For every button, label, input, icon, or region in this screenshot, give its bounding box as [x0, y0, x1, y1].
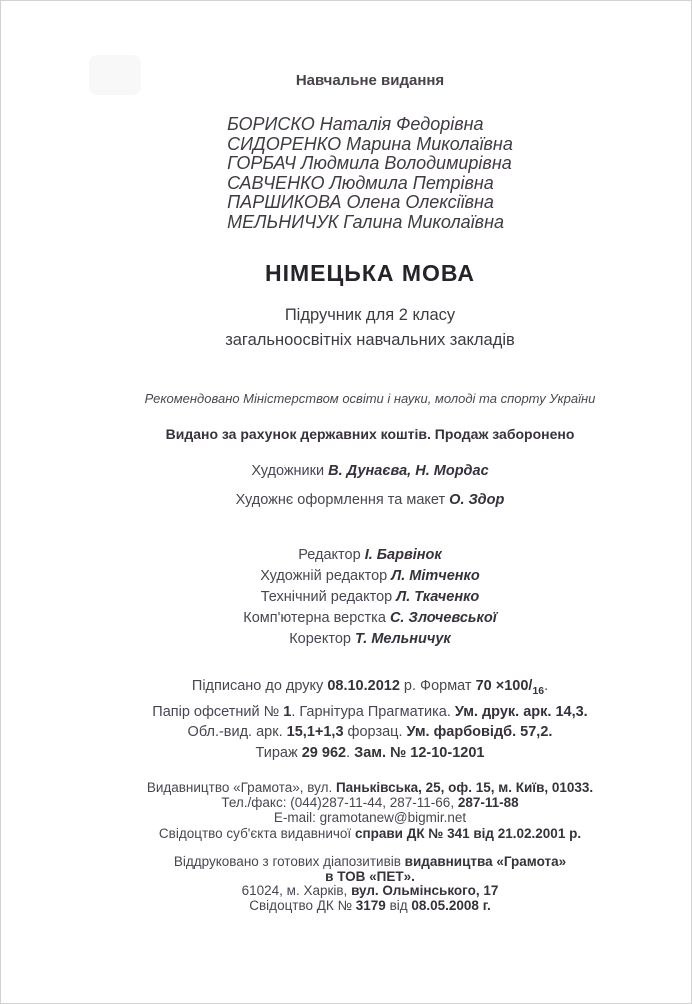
authors-block	[49, 115, 691, 233]
book-title: НІМЕЦЬКА МОВА	[265, 259, 475, 286]
imprint-line	[49, 722, 691, 742]
author-name	[227, 193, 513, 213]
text-segment: Тираж	[255, 744, 302, 761]
text-segment: Технічний редактор	[260, 588, 397, 605]
staff-credit-line	[49, 566, 691, 587]
text-segment: Редактор	[298, 546, 365, 563]
printer-line	[49, 855, 691, 870]
imprint-line	[49, 702, 691, 722]
text-segment: Віддруковано з готових діапозитивів	[173, 853, 405, 869]
text-segment: Художнє оформлення та макет	[235, 491, 450, 508]
text-segment: 16	[532, 685, 545, 697]
printer-line	[49, 899, 691, 914]
text-segment: ГОРБАЧ Людмила Володимирівна	[227, 153, 512, 173]
text-segment: від	[385, 898, 412, 914]
text-segment: в ТОВ «ПЕТ».	[325, 868, 415, 884]
text-segment: Л. Мітченко	[391, 567, 480, 584]
recommendation-note: Рекомендовано Міністерством освіти і науки, молоді та спорту України	[144, 390, 596, 406]
text-segment: 08.10.2012	[327, 677, 400, 694]
text-segment: Художники	[251, 462, 329, 479]
text-segment: 1	[283, 703, 292, 720]
authors-list	[227, 115, 513, 232]
publisher-line	[49, 780, 691, 795]
text-segment: видавництва «Грамота»	[404, 853, 567, 869]
author-name	[227, 115, 513, 135]
text-segment: Ум. фарбовідб. 57,2.	[406, 724, 553, 741]
artist-credit-line	[49, 486, 691, 515]
imprint-block	[49, 676, 691, 764]
text-segment: . Гарнітура Прагматика.	[291, 703, 455, 720]
printer-block	[49, 855, 691, 914]
subtitle-line	[49, 303, 691, 328]
publisher-line	[49, 826, 691, 841]
staff-credit-line	[49, 587, 691, 608]
subtitle-line	[49, 328, 691, 353]
staff-credit-line	[49, 608, 691, 629]
text-segment: Ум. друк. арк. 14,3.	[454, 703, 588, 720]
text-segment: ПАРШИКОВА Олена Олексіївна	[227, 192, 494, 212]
publisher-line	[49, 795, 691, 810]
staff-credits	[49, 545, 691, 650]
staff-credit-line	[49, 545, 691, 566]
book-subtitle	[49, 303, 691, 353]
scan-smudge	[89, 55, 141, 95]
text-segment: 3179	[355, 898, 386, 914]
text-segment: Зам. № 12-10-1201	[354, 744, 485, 761]
printer-line	[49, 870, 691, 885]
text-segment: 61024, м. Харків,	[241, 883, 352, 899]
text-segment: Паньківська, 25, оф. 15, м. Київ, 01033.	[335, 780, 594, 796]
author-name	[227, 154, 513, 174]
text-segment: СИДОРЕНКО Марина Миколаївна	[227, 133, 513, 154]
text-segment: Тел./факс: (044)287-11-44, 287-11-66,	[221, 795, 458, 811]
text-segment: 29 962	[301, 744, 347, 761]
text-segment: р. Формат	[399, 677, 476, 694]
text-segment: Свідоцтво суб'єкта видавничої	[158, 825, 355, 841]
text-segment: E-mail: gramotanew@bigmir.net	[273, 810, 467, 826]
imprint-line	[49, 676, 691, 702]
text-segment: 08.05.2008 г.	[411, 898, 491, 914]
text-segment: І. Барвінок	[364, 546, 442, 563]
text-segment: С. Злочевської	[389, 609, 497, 626]
text-segment: Т. Мельничук	[354, 630, 451, 647]
text-segment: вул. Ольмінського, 17	[351, 883, 499, 899]
text-segment: Підручник для 2 класу	[284, 305, 456, 324]
text-segment: 70 ×100/	[475, 677, 533, 694]
text-segment: загальноосвітніх навчальних закладів	[225, 330, 515, 349]
text-segment: Л. Ткаченко	[396, 588, 480, 605]
text-segment: О. Здор	[449, 491, 505, 508]
text-segment: САВЧЕНКО Людмила Петрівна	[227, 172, 494, 193]
text-segment: .	[544, 677, 549, 694]
staff-credit-line	[49, 629, 691, 650]
text-segment: форзац.	[343, 724, 407, 741]
text-segment: В. Дунаєва, Н. Мордас	[328, 462, 489, 479]
text-segment: БОРИСКО Наталія Федорівна	[227, 114, 484, 134]
edition-note: Навчальне видання	[295, 72, 445, 89]
imprint-line	[49, 743, 691, 763]
text-segment: Комп'ютерна верстка	[243, 609, 390, 626]
text-segment: Підписано до друку	[191, 677, 328, 694]
author-name	[227, 213, 513, 233]
text-segment: Свідоцтво ДК №	[249, 898, 356, 914]
text-segment: Видавництво «Грамота», вул.	[146, 780, 336, 796]
text-segment: Художній редактор	[260, 567, 392, 584]
publisher-line	[49, 810, 691, 825]
printer-line	[49, 884, 691, 899]
funding-note: Видано за рахунок державних коштів. Продаж заборонено	[165, 425, 575, 442]
text-segment: Коректор	[289, 630, 355, 647]
text-segment: 15,1+1,3	[286, 724, 344, 741]
text-segment: .	[346, 744, 355, 761]
text-segment: справи ДК № 341 від 21.02.2001 р.	[354, 825, 582, 841]
text-segment: 287-11-88	[457, 795, 519, 811]
text-segment: МЕЛЬНИЧУК Галина Миколаївна	[227, 211, 504, 232]
artist-credit-line	[49, 457, 691, 486]
artists-credits	[49, 457, 691, 515]
publisher-block	[49, 780, 691, 841]
text-segment: Обл.-вид. арк.	[187, 724, 287, 741]
author-name	[227, 174, 513, 194]
author-name	[227, 135, 513, 155]
text-segment: Папір офсетний №	[152, 703, 284, 720]
